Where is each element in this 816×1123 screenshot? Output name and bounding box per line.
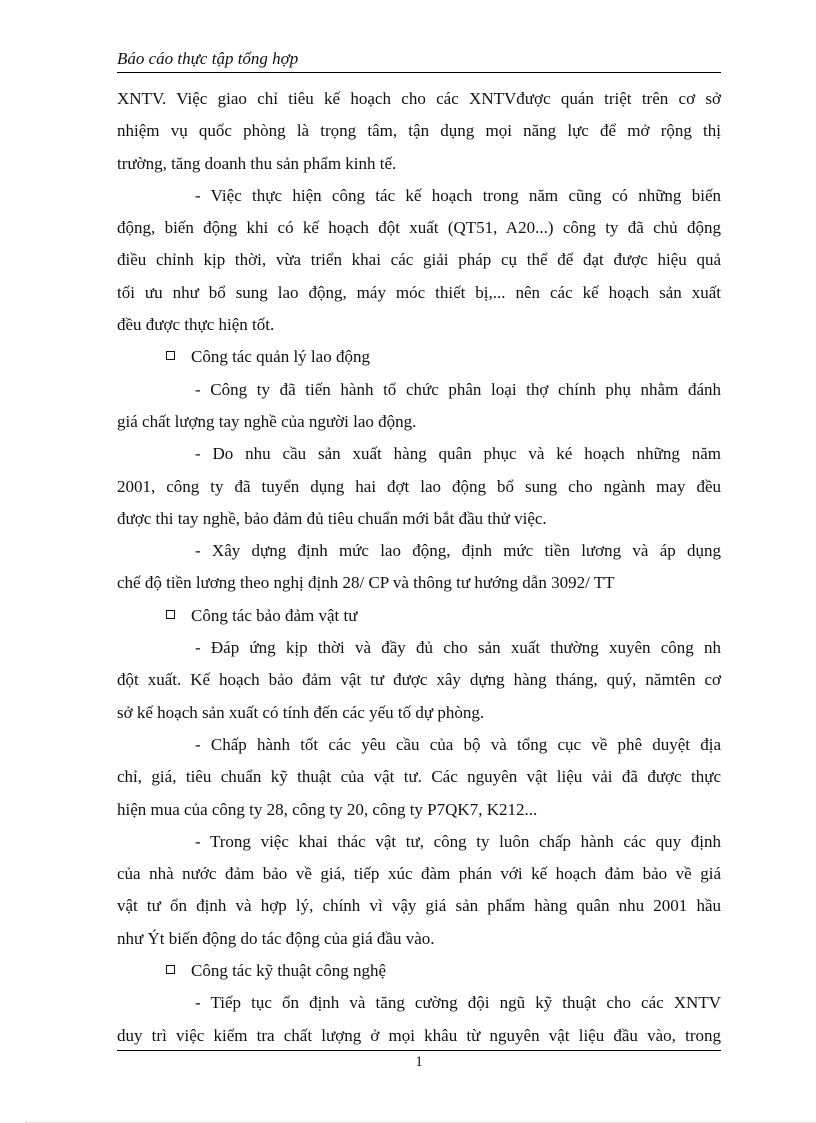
square-bullet-icon [166,351,175,360]
body-line: XNTV. Việc giao chỉ tiêu kế hoạch cho các XNTVđược quán triệt trên cơ sở [117,89,721,108]
body-line: sở kế hoạch sản xuất có tính đến các yếu tố dự phòng. [117,702,485,722]
page-number: 1 [415,1054,423,1070]
section-heading [117,341,721,373]
body-line: - Công ty đã tiến hành tổ chức phân loại thợ chính phụ nhằm đánh [195,379,721,399]
body-line: chỉ, giá, tiêu chuẩn kỹ thuật của vật tư. Các nguyên vật liệu vải đã được thực [117,767,721,787]
body-line: vật tư ổn định và hợp lý, chính vì vậy giá sản phẩm hàng quân nhu 2001 hầu [117,896,721,916]
body-line: điều chỉnh kịp thời, vừa triển khai các giải pháp cụ thể để đạt được hiệu quả [117,250,721,270]
page-footer [117,1050,721,1070]
body-line: - Tiếp tục ổn định và tăng cường đội ngũ kỹ thuật cho các XNTV [195,993,721,1013]
document-body [117,83,721,1052]
section-heading-text: Công tác quản lý lao động [191,347,370,367]
body-line: giá chất lượng tay nghề của người lao động. [117,411,417,431]
square-bullet-icon [166,965,175,974]
body-line: của nhà nước đảm bảo về giá, tiếp xúc đàm phán với kế hoạch đảm bảo về giá [117,864,721,884]
body-line: - Đáp ứng kịp thời và đầy đủ cho sản xuất thường xuyên công nh [195,638,721,658]
body-line: hiện mua của công ty 28, công ty 20, công ty P7QK7, K212... [117,799,538,819]
body-line: như Ýt biến động do tác động của giá đầu vào. [117,928,435,948]
header-title: Báo cáo thực tập tổng hợp [117,49,299,68]
body-line: trường, tăng doanh thu sản phẩm kinh tế. [117,153,397,173]
section-heading [117,955,721,987]
page-header [117,48,721,73]
square-bullet-icon [166,610,175,619]
body-line: chế độ tiền lương theo nghị định 28/ CP và thông tư hướng dẫn 3092/ TT [117,573,615,593]
body-line: đều được thực hiện tốt. [117,315,275,335]
body-line: - Do nhu cầu sản xuất hàng quân phục và ké hoạch những năm [195,444,721,464]
body-line: - Xây dựng định mức lao động, định mức tiền lương và áp dụng [195,541,721,561]
body-line: - Chấp hành tốt các yêu cầu của bộ và tổng cục về phê duyệt địa [195,734,721,754]
body-line: nhiệm vụ quốc phòng là trọng tâm, tận dụng mọi năng lực để mở rộng thị [117,121,721,141]
section-heading [117,600,721,632]
section-heading-text: Công tác kỹ thuật công nghệ [191,961,386,981]
body-line: 2001, công ty đã tuyển dụng hai đợt lao động bổ sung cho ngành may đều [117,476,721,496]
body-line: duy trì việc kiểm tra chất lượng ở mọi khâu từ nguyên vật liệu đầu vào, trong [117,1025,721,1045]
body-line: tối ưu như bổ sung lao động, máy móc thiết bị,... nên các kế hoạch sản xuất [117,282,721,302]
body-line: - Trong việc khai thác vật tư, công ty luôn chấp hành các quy định [195,831,721,851]
section-heading-text: Công tác bảo đảm vật tư [191,605,358,625]
body-line: đột xuất. Kế hoạch bảo đảm vật tư được xây dựng hàng tháng, quý, nămtên cơ [117,670,721,690]
body-line: được thi tay nghề, bảo đảm đủ tiêu chuẩn mới bắt đầu thử việc. [117,508,547,528]
body-line: động, biến động khi có kế hoạch đột xuất (QT51, A20...) công ty đã chủ động [117,218,721,238]
body-line: - Việc thực hiện công tác kế hoạch trong năm cũng có những biến [195,185,721,205]
